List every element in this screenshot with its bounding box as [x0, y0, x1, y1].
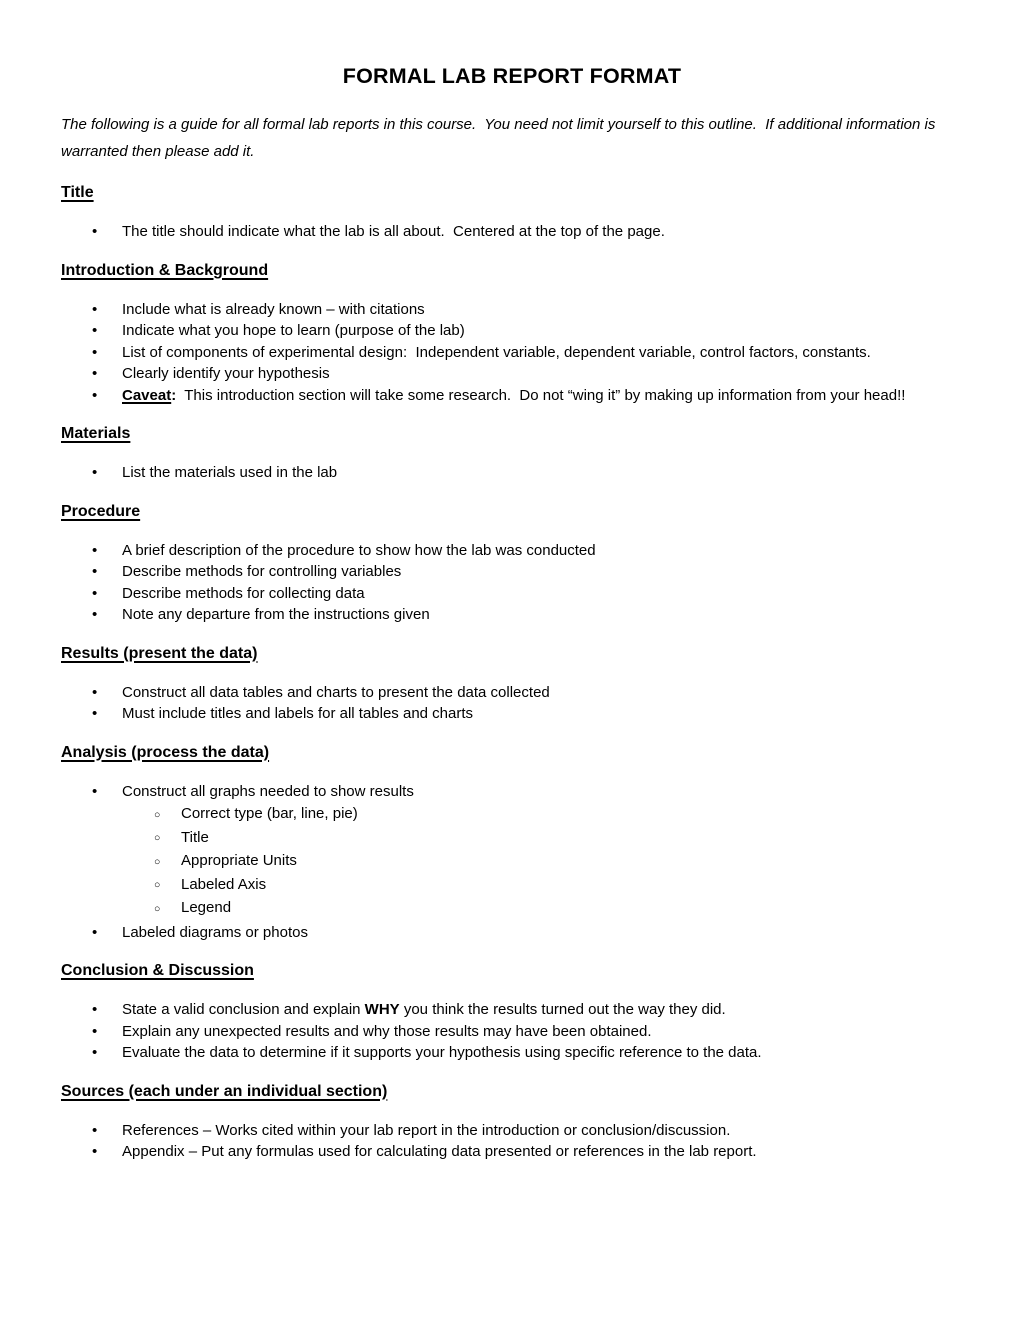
bullet-marker: • [92, 300, 98, 318]
bullet-text: Clearly identify your hypothesis [122, 365, 330, 382]
bullet-text: This introduction section will take some research. Do not “wing it” by making up information from your head!! [176, 386, 906, 404]
bullet-marker: • [92, 1121, 98, 1139]
bullet-text: State a valid conclusion and explain [122, 1001, 365, 1018]
bullet-marker: • [92, 1143, 98, 1160]
bullet-text: : [171, 386, 177, 404]
bullet-text: Construct all graphs needed to show results [122, 782, 414, 800]
bullet-list [61, 999, 963, 1064]
bullet-item [61, 540, 963, 562]
bullet-item [61, 999, 963, 1021]
bullet-marker: • [92, 343, 98, 361]
bullet-text: Describe methods for collecting data [122, 584, 365, 602]
section-heading-label: Materials [61, 425, 131, 442]
bullet-list [61, 682, 963, 725]
sub-bullet-item [122, 802, 963, 826]
bullet-marker: • [92, 1001, 98, 1018]
bullet-text: The title should indicate what the lab is all about. Centered at the top of the page. [122, 223, 665, 240]
bullet-text: Explain any unexpected results and why those results may have been obtained. [122, 1022, 652, 1040]
sub-bullet-text: Legend [181, 899, 232, 916]
bullet-marker: • [92, 365, 98, 382]
bullet-list [61, 221, 963, 243]
bullet-marker: • [92, 563, 98, 580]
bullet-list [61, 781, 963, 944]
circle-marker: ○ [154, 808, 161, 821]
bullet-marker: • [92, 606, 98, 623]
section-heading-label: Sources (each under an individual section) [61, 1082, 388, 1100]
sub-bullet-item [122, 896, 963, 920]
circle-marker: ○ [154, 902, 161, 915]
circle-marker: ○ [154, 855, 161, 868]
bullet-item [61, 363, 963, 385]
bullet-marker: • [92, 541, 98, 559]
section-heading [61, 1081, 963, 1103]
bullet-text: A brief description of the procedure to show how the lab was conducted [122, 541, 596, 559]
bullet-item [61, 299, 963, 321]
bullet-marker: • [92, 322, 98, 339]
section-heading [61, 423, 963, 445]
bullet-marker: • [92, 782, 98, 800]
bullet-marker: • [92, 464, 98, 481]
bullet-item [61, 320, 963, 342]
sub-bullet-item [122, 849, 963, 873]
circle-marker: ○ [154, 879, 161, 891]
sub-bullet-text: Title [181, 828, 209, 846]
sub-bullet-text: Labeled Axis [181, 875, 267, 893]
bullet-text: Indicate what you hope to learn (purpose of the lab) [122, 322, 465, 339]
bullet-text: Include what is already known – with citations [122, 300, 425, 318]
document-title: FORMAL LAB REPORT FORMAT [342, 64, 682, 88]
sub-bullet-list [122, 802, 963, 920]
bullet-item [61, 385, 963, 407]
sections [61, 182, 963, 1163]
section-heading [61, 960, 963, 982]
sub-bullet-item [122, 873, 963, 897]
bullet-text: WHY [364, 1001, 400, 1018]
section-heading-label: Analysis (process the data) [61, 743, 270, 761]
bullet-item [61, 1141, 963, 1163]
bullet-marker: • [92, 386, 98, 404]
circle-marker: ○ [154, 832, 161, 844]
bullet-text: References – Works cited within your lab report in the introduction or conclusion/discussion. [122, 1121, 731, 1139]
sub-bullet-text: Appropriate Units [181, 852, 297, 869]
sub-bullet-item [122, 826, 963, 850]
bullet-item [61, 221, 963, 243]
bullet-text: Appendix – Put any formulas used for calculating data presented or references in the lab report. [122, 1143, 757, 1160]
section-heading [61, 501, 963, 523]
section-heading-label: Title [61, 184, 94, 201]
bullet-item [61, 1042, 963, 1064]
bullet-marker: • [92, 223, 98, 240]
bullet-item [61, 561, 963, 583]
bullet-text: Evaluate the data to determine if it supports your hypothesis using specific reference to the data. [122, 1044, 762, 1061]
bullet-marker: • [92, 1022, 98, 1040]
bullet-text: List of components of experimental design: Independent variable, dependent variable, control factors, constants. [122, 343, 871, 361]
bullet-marker: • [92, 923, 98, 941]
bullet-list [61, 299, 963, 407]
bullet-text: Describe methods for controlling variables [122, 563, 402, 580]
bullet-item [61, 703, 963, 725]
bullet-list [61, 540, 963, 626]
bullet-text: List the materials used in the lab [122, 464, 338, 481]
section-heading-label: Conclusion & Discussion [61, 962, 254, 979]
bullet-text: Must include titles and labels for all tables and charts [122, 705, 474, 722]
section-heading [61, 260, 963, 282]
bullet-marker: • [92, 683, 98, 701]
bullet-item [61, 922, 963, 944]
bullet-item [61, 583, 963, 605]
section-heading [61, 182, 963, 204]
intro-paragraph: The following is a guide for all formal lab reports in this course. You need not limit yourself to this outline. If additional information is warranted then please add it. [61, 116, 940, 160]
bullet-item [61, 682, 963, 704]
bullet-item [61, 342, 963, 364]
bullet-marker: • [92, 1044, 98, 1061]
bullet-text: Labeled diagrams or photos [122, 923, 308, 941]
bullet-text: Construct all data tables and charts to present the data collected [122, 683, 550, 701]
bullet-text: you think the results turned out the way they did. [399, 1001, 726, 1018]
section-heading [61, 643, 963, 665]
bullet-item [61, 604, 963, 626]
bullet-item [61, 1021, 963, 1043]
bullet-list [61, 1120, 963, 1163]
bullet-marker: • [92, 584, 98, 602]
section-heading-label: Results (present the data) [61, 644, 258, 662]
section-heading [61, 742, 963, 764]
bullet-text: Note any departure from the instructions given [122, 606, 430, 623]
sub-bullet-text: Correct type (bar, line, pie) [181, 805, 358, 822]
bullet-list [61, 462, 963, 484]
bullet-text: Caveat [122, 386, 172, 404]
bullet-marker: • [92, 705, 98, 722]
section-heading-label: Introduction & Background [61, 261, 269, 279]
bullet-item [61, 781, 963, 920]
section-heading-label: Procedure [61, 502, 141, 520]
bullet-item [61, 462, 963, 484]
bullet-item [61, 1120, 963, 1142]
